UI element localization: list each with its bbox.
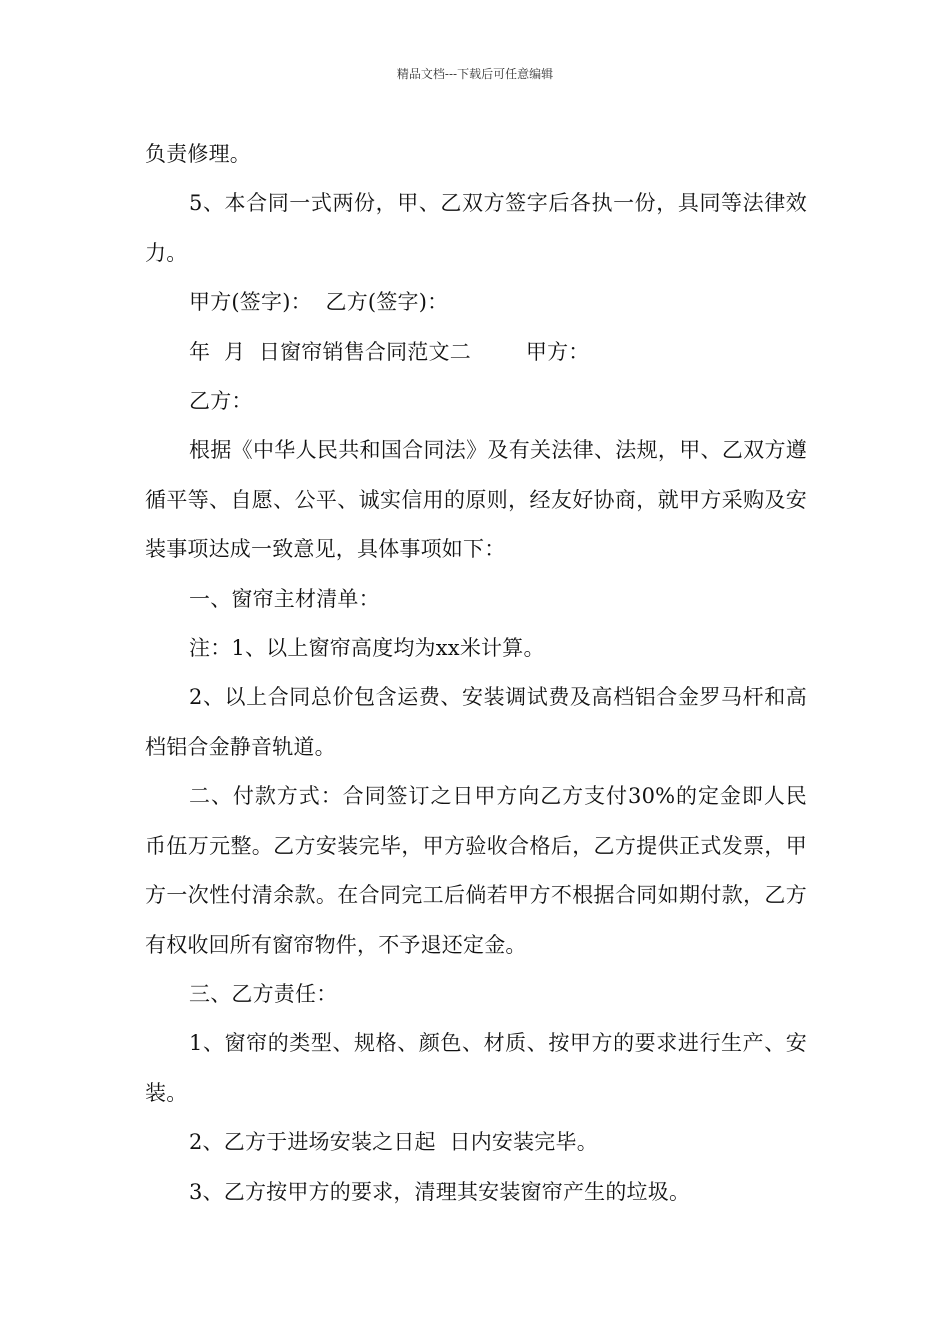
signature-line: 甲方(签字)： 乙方(签字)： [189, 290, 449, 315]
section-heading: 三、乙方责任： [189, 981, 338, 1006]
party-b-line: 乙方： [189, 389, 253, 414]
paragraph: 2、乙方于进场安装之日起 日内安装完毕。 [189, 1130, 598, 1155]
paragraph: 3、乙方按甲方的要求，清理其安装窗帘产生的垃圾。 [189, 1179, 691, 1204]
paragraph: 二、付款方式：合同签订之日甲方向乙方支付30%的定金即人民币伍万元整。乙方安装完毕，甲方验收合格后，乙方提供正式发票，甲方一次性付清余款。在合同完工后倘若甲方不根据合同如期付款，乙方有权收回所有窗帘物件，不予退还定金。 [145, 784, 807, 957]
section-heading: 一、窗帘主材清单： [189, 586, 380, 611]
page-header: 精品文档---下载后可任意编辑 [396, 67, 554, 81]
paragraph: 根据《中华人民共和国合同法》及有关法律、法规，甲、乙双方遵循平等、自愿、公平、诚实信用的原则，经友好协商，就甲方采购及安装事项达成一致意见，具体事项如下： [145, 438, 807, 562]
paragraph: 1、窗帘的类型、规格、颜色、材质、按甲方的要求进行生产、安装。 [145, 1031, 807, 1105]
paragraph: 负责修理。 [145, 142, 251, 166]
paragraph: 5、本合同一式两份，甲、乙双方签字后各执一份，具同等法律效力。 [145, 191, 807, 265]
date-title-line: 年 月 日窗帘销售合同范文二 甲方： [189, 339, 590, 364]
document-body [145, 130, 807, 1217]
paragraph: 注：1、以上窗帘高度均为xx米计算。 [189, 636, 545, 661]
paragraph: 2、以上合同总价包含运费、安装调试费及高档铝合金罗马杆和高档铝合金静音轨道。 [145, 685, 807, 759]
